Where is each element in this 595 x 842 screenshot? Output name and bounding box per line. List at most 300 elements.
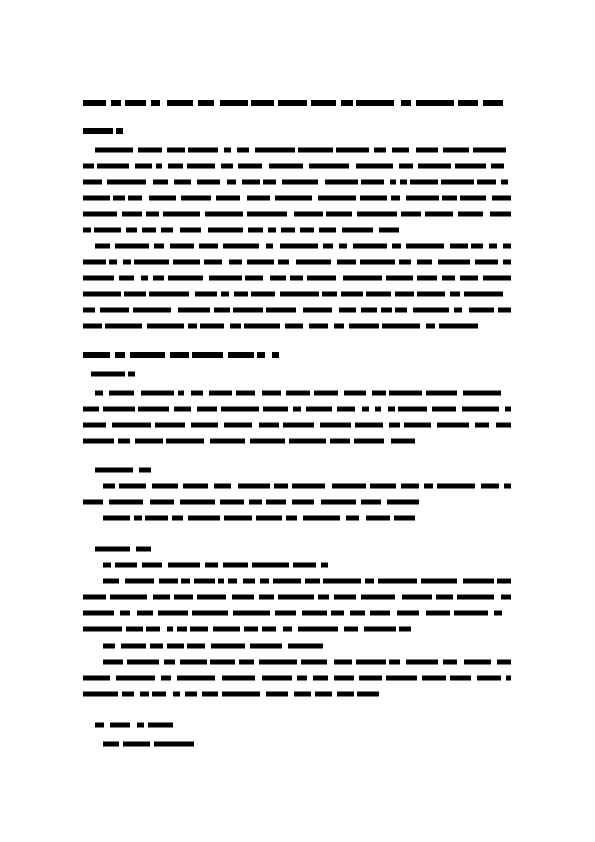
word-mark: [322, 292, 337, 297]
word-mark: [436, 595, 453, 600]
word-mark: [245, 276, 263, 281]
word-mark: [170, 244, 194, 249]
word-mark: [391, 196, 400, 201]
word-mark: [197, 407, 217, 412]
word-mark: [247, 196, 270, 201]
word-mark: [481, 484, 499, 489]
word-mark: [191, 391, 203, 396]
word-mark: [307, 276, 336, 281]
word-mark: [142, 563, 162, 568]
word-mark: [297, 676, 307, 681]
word-mark: [249, 500, 262, 505]
word-mark: [161, 228, 173, 233]
word-mark: [285, 324, 303, 329]
word-mark: [421, 579, 457, 584]
word-mark: [153, 595, 170, 600]
word-mark: [382, 324, 420, 329]
word-mark: [95, 391, 103, 396]
word-mark: [229, 260, 242, 265]
word-mark: [320, 423, 351, 428]
word-mark: [122, 692, 134, 697]
word-mark: [342, 228, 373, 233]
word-mark: [399, 164, 413, 169]
text-line-s3-l5: [103, 658, 511, 666]
word-mark: [115, 244, 149, 249]
word-mark: [224, 423, 252, 428]
word-mark: [250, 439, 285, 444]
word-mark: [416, 100, 454, 106]
word-mark: [321, 563, 328, 568]
word-mark: [242, 180, 260, 185]
word-mark: [278, 260, 289, 265]
word-mark: [259, 660, 297, 665]
word-mark: [360, 260, 395, 265]
text-line-p1-l3: [83, 178, 511, 186]
word-mark: [417, 260, 432, 265]
word-mark: [300, 228, 314, 233]
word-mark: [381, 308, 392, 313]
word-mark: [125, 579, 154, 584]
word-mark: [422, 676, 446, 681]
word-mark: [209, 276, 242, 281]
word-mark: [142, 228, 156, 233]
text-line-p1-l2: [83, 162, 511, 170]
word-mark: [366, 516, 390, 521]
word-mark: [374, 148, 386, 153]
word-mark: [462, 407, 499, 412]
word-mark: [252, 563, 289, 568]
word-mark: [185, 692, 197, 697]
word-mark: [501, 595, 511, 600]
word-mark: [496, 423, 511, 428]
word-mark: [503, 260, 511, 265]
word-mark: [126, 627, 143, 632]
word-mark: [259, 595, 274, 600]
word-mark: [218, 579, 224, 584]
word-mark: [280, 244, 318, 249]
word-mark: [314, 391, 338, 396]
word-mark: [163, 212, 200, 217]
word-mark: [418, 164, 451, 169]
word-mark: [266, 244, 273, 249]
word-mark: [251, 100, 274, 106]
word-mark: [216, 196, 240, 201]
word-mark: [339, 308, 356, 313]
word-mark: [439, 324, 478, 329]
word-mark: [278, 100, 307, 106]
word-mark: [83, 352, 110, 358]
word-mark: [394, 516, 415, 521]
word-mark: [95, 468, 133, 473]
word-mark: [213, 627, 240, 632]
word-mark: [303, 308, 332, 313]
word-mark: [293, 407, 301, 412]
word-mark: [190, 627, 208, 632]
word-mark: [149, 196, 176, 201]
word-mark: [343, 276, 382, 281]
text-line-s3-l3: [83, 609, 511, 617]
word-mark: [309, 164, 349, 169]
word-mark: [450, 676, 471, 681]
word-mark: [387, 500, 419, 505]
word-mark: [221, 407, 259, 412]
word-mark: [349, 324, 379, 329]
word-mark: [463, 391, 501, 396]
text-line-p2-l2: [83, 258, 511, 266]
word-mark: [497, 579, 511, 584]
text-line-p2-l3: [83, 274, 511, 282]
word-mark: [187, 644, 205, 649]
word-mark: [228, 352, 254, 358]
word-mark: [178, 308, 210, 313]
word-mark: [417, 276, 437, 281]
word-mark: [83, 692, 118, 697]
word-mark: [220, 100, 248, 106]
word-mark: [95, 148, 133, 153]
word-mark: [103, 579, 119, 584]
word-mark: [103, 516, 130, 521]
word-mark: [91, 372, 125, 377]
text-line-p1-l4: [83, 194, 511, 202]
word-mark: [356, 660, 386, 665]
word-mark: [83, 228, 91, 233]
word-mark: [293, 563, 316, 568]
text-line-p1-l1: [95, 146, 511, 154]
word-mark: [188, 148, 218, 153]
word-mark: [260, 579, 269, 584]
text-line-s1-l2: [83, 405, 511, 413]
word-mark: [272, 352, 279, 358]
word-mark: [460, 196, 486, 201]
word-mark: [166, 439, 204, 444]
word-mark: [83, 164, 94, 169]
word-mark: [83, 128, 113, 134]
word-mark: [223, 244, 259, 249]
word-mark: [283, 627, 292, 632]
word-mark: [205, 212, 243, 217]
text-line-p2-l1: [95, 242, 511, 250]
text-line-s3-l1: [103, 577, 511, 585]
word-mark: [208, 228, 243, 233]
word-mark: [364, 627, 396, 632]
word-mark: [174, 180, 191, 185]
word-mark: [339, 244, 347, 249]
word-mark: [128, 196, 142, 201]
word-mark: [83, 196, 110, 201]
word-mark: [233, 611, 270, 616]
word-mark: [255, 148, 295, 153]
word-mark: [341, 100, 353, 106]
word-mark: [115, 563, 137, 568]
word-mark: [251, 292, 275, 297]
word-mark: [360, 196, 387, 201]
word-mark: [341, 292, 363, 297]
word-mark: [306, 407, 332, 412]
word-mark: [151, 100, 160, 106]
word-mark: [337, 407, 355, 412]
word-mark: [214, 308, 230, 313]
word-mark: [243, 579, 255, 584]
word-mark: [391, 439, 415, 444]
word-mark: [292, 500, 314, 505]
word-mark: [278, 595, 314, 600]
word-mark: [83, 611, 114, 616]
word-mark: [188, 516, 220, 521]
word-mark: [361, 595, 395, 600]
word-mark: [197, 180, 220, 185]
text-line-s2-l2: [83, 498, 419, 506]
word-mark: [354, 439, 384, 444]
word-mark: [192, 352, 223, 358]
word-mark: [250, 644, 282, 649]
word-mark: [237, 148, 249, 153]
word-mark: [326, 212, 352, 217]
word-mark: [323, 244, 333, 249]
word-mark: [305, 579, 320, 584]
word-mark: [116, 676, 155, 681]
word-mark: [239, 660, 254, 665]
word-mark: [103, 644, 115, 649]
word-mark: [336, 148, 369, 153]
word-mark: [195, 292, 217, 297]
word-mark: [399, 627, 411, 632]
word-mark: [83, 100, 106, 106]
word-mark: [119, 276, 134, 281]
word-mark: [220, 500, 244, 505]
word-mark: [103, 742, 119, 747]
word-mark: [263, 180, 276, 185]
word-mark: [150, 644, 163, 649]
word-mark: [413, 308, 449, 313]
word-mark: [83, 407, 99, 412]
word-mark: [197, 595, 226, 600]
word-mark: [489, 244, 497, 249]
word-mark: [392, 244, 401, 249]
word-mark: [234, 292, 248, 297]
word-mark: [475, 260, 498, 265]
word-mark: [135, 164, 152, 169]
word-mark: [350, 611, 365, 616]
word-mark: [471, 244, 483, 249]
word-mark: [454, 308, 462, 313]
word-mark: [406, 244, 444, 249]
word-mark: [228, 579, 237, 584]
word-mark: [224, 148, 231, 153]
word-mark: [401, 484, 419, 489]
word-mark: [159, 579, 178, 584]
word-mark: [370, 611, 390, 616]
word-mark: [353, 244, 387, 249]
word-mark: [325, 180, 358, 185]
word-mark: [392, 148, 409, 153]
word-mark: [233, 308, 263, 313]
word-mark: [147, 324, 184, 329]
word-mark: [112, 423, 151, 428]
word-mark: [442, 196, 457, 201]
word-mark: [256, 516, 282, 521]
text-line-s2-heading: [95, 466, 151, 474]
word-mark: [83, 439, 114, 444]
word-mark: [296, 260, 331, 265]
word-mark: [334, 595, 356, 600]
word-mark: [83, 292, 121, 297]
word-mark: [443, 148, 469, 153]
word-mark: [355, 423, 383, 428]
word-mark: [490, 212, 511, 217]
word-mark: [450, 292, 460, 297]
word-mark: [379, 228, 399, 233]
text-line-s1-heading: [91, 370, 135, 378]
word-mark: [370, 484, 396, 489]
word-mark: [123, 742, 150, 747]
word-mark: [262, 627, 276, 632]
word-mark: [214, 484, 231, 489]
word-mark: [211, 644, 245, 649]
word-mark: [483, 100, 503, 106]
word-mark: [137, 723, 144, 728]
word-mark: [209, 391, 232, 396]
word-mark: [498, 308, 511, 313]
word-mark: [124, 292, 146, 297]
word-mark: [146, 627, 160, 632]
word-mark: [389, 423, 400, 428]
word-mark: [109, 260, 117, 265]
word-mark: [119, 484, 146, 489]
word-mark: [83, 276, 114, 281]
word-mark: [443, 660, 457, 665]
word-mark: [475, 423, 489, 428]
word-mark: [268, 228, 276, 233]
word-mark: [244, 627, 258, 632]
word-mark: [463, 579, 494, 584]
word-mark: [83, 423, 106, 428]
word-mark: [473, 148, 506, 153]
word-mark: [426, 324, 435, 329]
word-mark: [83, 324, 102, 329]
text-line-s3-sub2: [103, 642, 323, 650]
word-mark: [183, 484, 208, 489]
text-line-p2-l5: [83, 306, 511, 314]
text-line-s1-l1: [95, 389, 511, 397]
word-mark: [455, 164, 486, 169]
word-mark: [259, 423, 279, 428]
word-mark: [290, 276, 303, 281]
word-mark: [378, 579, 417, 584]
word-mark: [395, 308, 407, 313]
text-line-s1-l3: [83, 421, 511, 429]
word-mark: [153, 180, 168, 185]
word-mark: [334, 676, 354, 681]
word-mark: [501, 180, 508, 185]
word-mark: [504, 484, 511, 489]
word-mark: [154, 244, 164, 249]
word-mark: [113, 196, 125, 201]
word-mark: [100, 308, 129, 313]
word-mark: [232, 595, 254, 600]
text-line-s2-l3: [103, 514, 415, 522]
word-mark: [432, 407, 456, 412]
word-mark: [95, 547, 130, 552]
text-line-s4-l1: [103, 740, 195, 748]
word-mark: [247, 260, 274, 265]
word-mark: [344, 627, 358, 632]
word-mark: [286, 391, 310, 396]
word-mark: [416, 148, 438, 153]
word-mark: [491, 164, 504, 169]
word-mark: [188, 324, 197, 329]
word-mark: [109, 391, 134, 396]
word-mark: [133, 308, 171, 313]
word-mark: [210, 660, 235, 665]
word-mark: [109, 500, 143, 505]
word-mark: [180, 660, 207, 665]
text-line-s3-l6: [83, 674, 511, 682]
word-mark: [153, 276, 164, 281]
word-mark: [281, 228, 295, 233]
text-line-s3-heading: [95, 545, 151, 553]
word-mark: [406, 196, 439, 201]
word-mark: [318, 595, 329, 600]
word-mark: [426, 611, 450, 616]
word-mark: [262, 391, 281, 396]
word-mark: [167, 148, 185, 153]
word-mark: [303, 516, 340, 521]
word-mark: [311, 100, 336, 106]
word-mark: [386, 676, 417, 681]
word-mark: [210, 439, 245, 444]
word-mark: [503, 244, 511, 249]
word-mark: [464, 660, 491, 665]
text-line-s3-l2: [83, 593, 511, 601]
word-mark: [458, 100, 478, 106]
word-mark: [187, 164, 215, 169]
word-mark: [361, 308, 377, 313]
word-mark: [273, 579, 301, 584]
word-mark: [302, 611, 327, 616]
word-mark: [138, 407, 169, 412]
word-mark: [483, 276, 511, 281]
word-mark: [180, 500, 215, 505]
word-mark: [200, 324, 224, 329]
word-mark: [118, 439, 130, 444]
text-line-s4-heading: [95, 721, 181, 729]
word-mark: [441, 180, 474, 185]
word-mark: [390, 180, 396, 185]
word-mark: [95, 723, 104, 728]
word-mark: [178, 391, 184, 396]
word-mark: [337, 692, 354, 697]
word-mark: [123, 260, 131, 265]
word-mark: [301, 660, 327, 665]
word-mark: [103, 484, 115, 489]
word-mark: [221, 292, 229, 297]
word-mark: [417, 292, 445, 297]
word-mark: [204, 260, 222, 265]
word-mark: [506, 676, 511, 681]
word-mark: [399, 260, 411, 265]
word-mark: [223, 563, 248, 568]
word-mark: [460, 276, 478, 281]
word-mark: [283, 423, 314, 428]
word-mark: [83, 260, 106, 265]
word-mark: [375, 407, 381, 412]
word-mark: [134, 516, 142, 521]
word-mark: [334, 324, 344, 329]
text-line-p2-l6: [83, 322, 483, 330]
word-mark: [172, 516, 183, 521]
word-mark: [356, 100, 394, 106]
word-mark: [469, 308, 494, 313]
